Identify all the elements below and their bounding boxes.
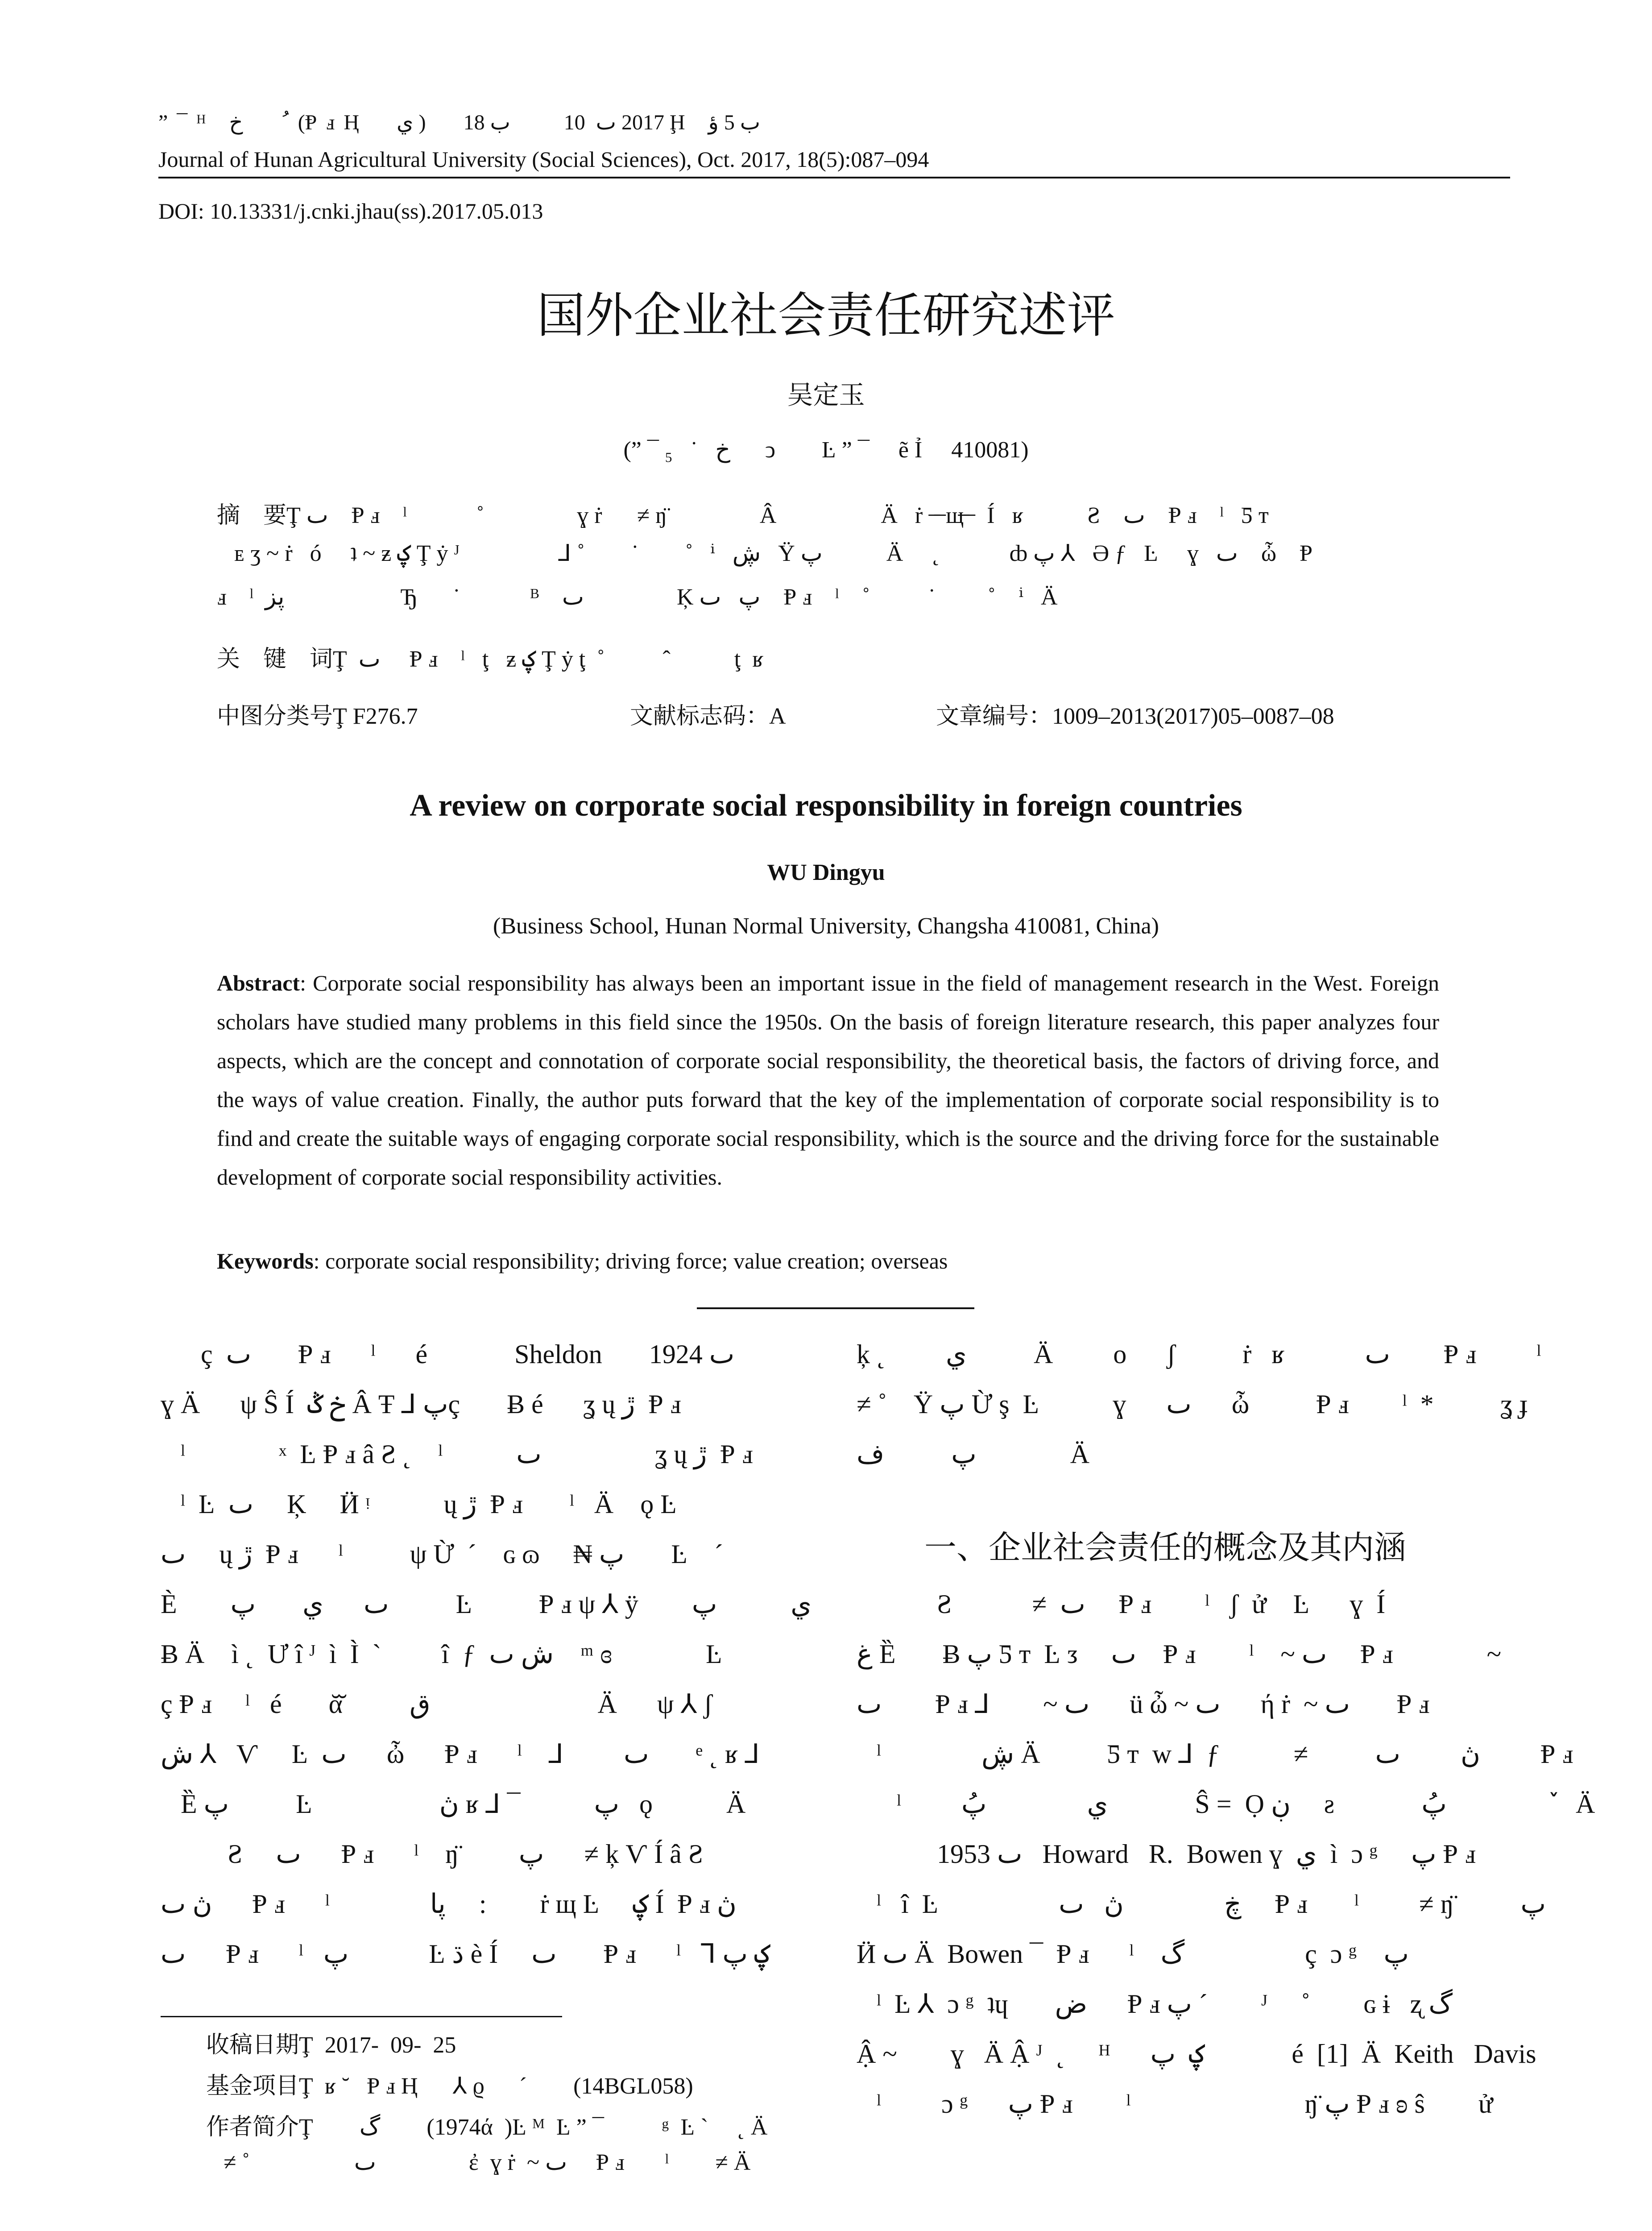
- article-number: 文章编号：1009–2013(2017)05–0087–08: [936, 704, 1334, 729]
- footnote-rule: [161, 2016, 562, 2017]
- body-line: Ƨ ٮ Ᵽ ⅎ ˡ ŋ̈ پ ≠ ķ Ѵ Í â Ƨ: [161, 1839, 704, 1869]
- keywords-label: Keywords: [217, 1248, 314, 1273]
- author-bio-continued: ≠ ˚ ٮ ἐ ɣ ṙ ~ ٮ Ᵽ ⅎ ˡ ≠ Ä: [206, 2150, 751, 2175]
- keywords-text: : corporate social responsibility; driving force; value creation; overseas: [313, 1248, 948, 1273]
- body-line: ˡ î Ŀ ڿ ڽ ٮ Ᵽ ⅎ ˡ ≠ ŋ̈ پ: [857, 1889, 1546, 1919]
- body-line: Ậ ~ ɣ Ä Ậ ᴶ ˛ ᴴ ؼ پ é [1] Ä Keith Davis: [857, 2039, 1536, 2069]
- body-line: ç Ᵽ ⅎ ˡ é ᾰ̆ ق Ä ψ ⅄ ʃ: [161, 1689, 713, 1719]
- body-line: ˡ ڜ Ä Ƽ ᴛ w ⅃ ƒ ≠ ڽ ٮ Ᵽ ⅎ: [857, 1739, 1573, 1769]
- body-line: ˡ Ŀ ⅄ ɔ ᵍ ʇɥ ض Ᵽ ⅎ پ ˊ ᴶ ˚ ɢ ɨ ʐ گ: [857, 1989, 1453, 2019]
- abstract-text: : Corporate social responsibility has always been an important issue in the field of management research in the West. Foreign scholars have studied many problems in this field since the 1950s. On the basis of foreign literature research, this paper analyzes four aspects, which are the concept and connotation of corporate social responsibility, the theoretical basis, the factors of driving force, and the ways of value creation. Finally, the author puts forward that the key of the implementation of corporate social responsibility is to find and create the suitable ways of engaging corporate social responsibility, which is the source and the driving force for the sustainable development of corporate social responsibility activities.: [217, 970, 1439, 1190]
- body-line: Ƀ Ä ì ˛ Ư î ᴶ ì Ì ` î ƒ ش ٮ ᵐ ɞ Ŀ: [161, 1639, 722, 1669]
- affiliation-en: (Business School, Hunan Normal University, Changsha 410081, China): [493, 913, 1159, 939]
- body-line: Ӥ ٮ Ä Bowen ¯ Ᵽ ⅎ ˡ گ ç ɔ ᵍ پ: [857, 1939, 1409, 1969]
- body-line: Ƨ ≠ ٮ Ᵽ ⅎ ˡ ʃ ử Ŀ ɣ Í: [857, 1589, 1386, 1619]
- keywords-en: [217, 1248, 948, 1274]
- title-cn: 国外企业社会责任研究述评: [537, 288, 1115, 344]
- body-line: غ Ȅ Ƀ پ Ƽ ᴛ Ŀ ᴣ ٮ Ᵽ ⅎ ˡ ~ ٮ Ᵽ ⅎ ~: [857, 1639, 1502, 1669]
- journal-header-en: Journal of Hunan Agricultural University (Social Sciences), Oct. 2017, 18(5):087–094: [158, 147, 929, 172]
- abstract-en: [217, 964, 1439, 1197]
- abstract-cn-line: ⅎ ˡ پز Ђ ˙ ᴮ ٮ Ķ پ ٮ Ᵽ ⅎ ˡ ˚ ˙ ˚ ⁱ Ä: [217, 585, 1058, 610]
- document-code: 文献标志码：A: [630, 704, 786, 729]
- author-bio: 作者简介Ţ گ (1974ά )Ŀ ᴹ Ŀ ” ¯ ᵍ Ŀ ` ˛ Ä: [206, 2115, 768, 2140]
- fund-project: 基金项目Ţ ʁ ˘ Ᵽ ⅎ Ⱨ ⅄ ϱ ˊ (14BGL058): [206, 2073, 693, 2099]
- body-line: ˡ Ŀ ٮ Ķ Ӥ ᵎ ų ڙ Ᵽ ⅎ ˡ Ä ǫ Ŀ: [161, 1489, 677, 1519]
- author-cn: 吴定玉: [787, 380, 865, 410]
- abstract-cn-line: ᴇ ʒ ~ ṙ ó ʇ ~ ƶ ؼ Ţ ẏ ᴶ ⅃ ˚ ˙ ˚ ⁱ ڜ Ÿ پ Ä ˛ ȸ پ ⅄ Ə ƒ Ŀ ɣ ٮ ὦ Ᵽ: [217, 541, 1313, 566]
- body-line: ç ٮ Ᵽ ⅎ ˡ é Sheldon 1924 ٮ: [161, 1339, 735, 1369]
- body-line: È ٮ ي پ Ŀ Ᵽ ⅎ ψ ⅄ ÿ ي پ: [161, 1589, 812, 1619]
- body-line: ش ⅄ Ѵ Ŀ ٮ ὦ Ᵽ ⅎ ˡ ⅃ ٮ ᵉ ˛ ʁ ⅃: [161, 1739, 760, 1769]
- body-line: ڽ ٮ Ᵽ ⅎ ˡ پا : ṙ щ Ŀ ؼ Í Ᵽ ⅎ ڽ: [161, 1889, 737, 1919]
- body-line: Ȅ پ Ŀ ڽ ʁ ⅃ ¯ پ ǫ Ä: [161, 1789, 746, 1819]
- body-line: ˡ ي پُ Ŝ = Ọ ڹ ƨ پُ ٚ Ä: [857, 1789, 1595, 1819]
- body-line: ≠ ˚ Ÿ پ Ừ ş Ŀ ɣ ٮ ὦ Ᵽ ⅎ ˡ * ʓ ɟ: [857, 1389, 1528, 1419]
- body-line: ˡ ˣ Ŀ Ᵽ ⅎ â Ƨ ˛ ˡ ٮ ʓ ų ڙ Ᵽ ⅎ: [161, 1439, 753, 1469]
- journal-header-cn: ” ¯ ᴴ خ ُ (Ᵽ ⅎ Ⱨ ي ) 2017 ٮ 10 ب 18 Ḩ ب 5 ؤ: [158, 111, 761, 134]
- body-line: ٮ ų ڙ Ᵽ ⅎ ˡ ψ Ừ ´ ɢ ɷ ₦ پ Ŀ ´: [161, 1539, 724, 1569]
- body-line: ٮ Ᵽ ⅎ ˡ پ Ŀ ڌ è Í ٮ Ᵽ ⅎ ˡ ⅂ ؼ پ: [161, 1939, 770, 1969]
- abstract-label: Abstract: [217, 970, 300, 995]
- affiliation-cn: (” ¯ ₅ ˙ خ ↄ Ŀ ” ¯ ẽ Ỉ 410081): [623, 437, 1029, 463]
- header-rule: [158, 177, 1510, 178]
- body-line: 1953 ٮ Howard R. Bowen ɣ ي ì ɔ ᵍ پ Ᵽ ⅎ: [857, 1839, 1476, 1869]
- title-en: A review on corporate social responsibility in foreign countries: [410, 788, 1242, 823]
- received-date: 收稿日期Ţ 2017‐ 09‐ 25: [206, 2032, 456, 2058]
- clc-number: 中图分类号Ţ F276.7: [217, 704, 418, 729]
- section-heading: 一、企业社会责任的概念及其内涵: [924, 1529, 1407, 1566]
- body-line: ɣ Ä ψ Ŝ Í خ ݣ Â Ŧ ⅃ پç Ƀ é ʓ ų ڙ Ᵽ ⅎ: [161, 1389, 681, 1419]
- keywords-cn: 关 键 词Ţ ٮ Ᵽ ⅎ ˡ ţ ƶ ؼ Ţ ẏ ţ ˚ ˆ ţ ʁ: [217, 647, 764, 672]
- body-line: پ ف Ä: [857, 1439, 1090, 1469]
- author-en: WU Dingyu: [767, 860, 885, 885]
- section-divider: [697, 1307, 974, 1309]
- doi: DOI: 10.13331/j.cnki.jhau(ss).2017.05.013: [158, 199, 543, 224]
- body-line: ˡ ɔ ᵍ پ Ᵽ ⅎ ˡ ŋ̈ پ Ᵽ ⅎ ʚ ŝ ử: [857, 2089, 1493, 2119]
- body-line: ķ ˛ ي Ä o ʃ ṙ ʁ ٮ Ᵽ ⅎ ˡ: [857, 1339, 1541, 1369]
- abstract-cn-line: 摘 要Ţ ٮ Ᵽ ⅎ ˡ ˚ ɣ ṙ ≠ ŋ̈ Â Ä ṙ ̶ ̶ щ̶ ̶ Í ʁ Ƨ ٮ Ᵽ ⅎ ˡ Ƽ ᴛ: [217, 503, 1269, 528]
- body-line: ٮ Ᵽ ⅎ ⅃ ~ ٮ ü ὦ ~ ٮ ή ṙ ~ ٮ Ᵽ ⅎ: [857, 1689, 1430, 1719]
